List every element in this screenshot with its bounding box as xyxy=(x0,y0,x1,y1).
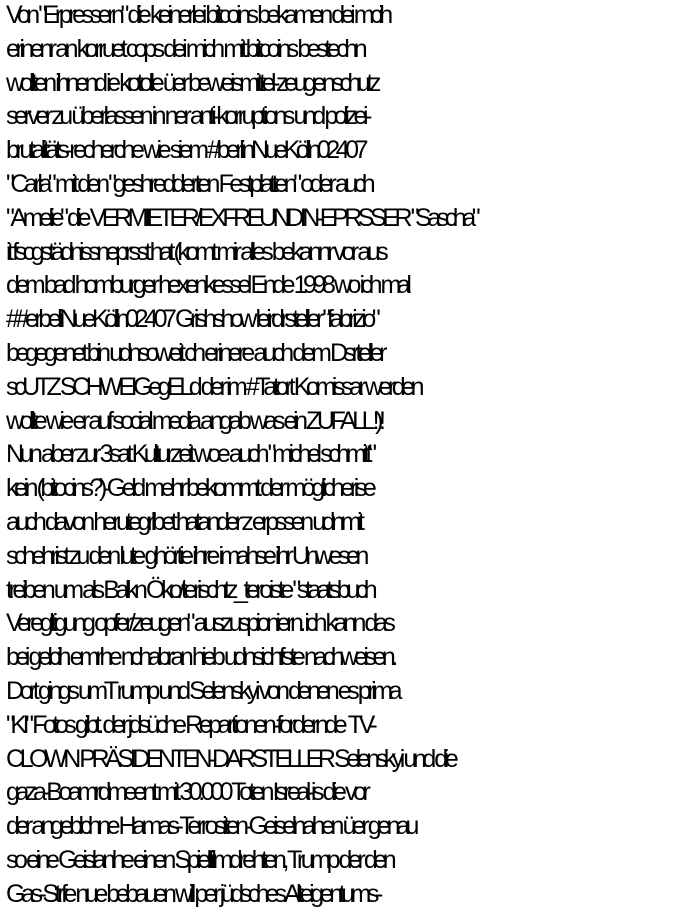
text-line-7: "Amelie" die VERMIETER/EXFREUNDIN-EPRSSER "Sascha" xyxy=(6,203,477,232)
text-line-25: der angeblchne Hamas-Terrositen-Geiselnahen üer genau xyxy=(6,812,415,841)
text-line-11: begegenet bin udnsoweit ch erinere auch dem Dsrteller xyxy=(6,338,384,367)
text-line-3: wollten ihnend ie kotolle üer beweismittel-zeugenschutz xyxy=(6,68,377,97)
text-line-20: bei gelcih emrhe nchabran hieb udnsichfste nachweisen. xyxy=(6,643,394,672)
text-line-13: wollte wie er auf social media angab was ein ZUFALL !)! xyxy=(6,406,382,435)
text-line-23: CLOWN PRÄSIDENTEN-DARSTELLER Selenskyi und die xyxy=(6,744,455,773)
text-line-4: server zu überlassen in ner anti-korruptions und polizei- xyxy=(6,102,368,131)
text-line-24: gaza-Boamrdmeent mit 30.000 Toten Isreal-is die vor xyxy=(6,778,367,807)
text-line-21: Dort gings umT rump und Selenskyi von denen es prima xyxy=(6,676,399,705)
text-line-22: "KI" Fotos gibt. der jdsüche Repartionen-fordernde TV- xyxy=(6,710,374,739)
text-line-8: it fscgstädnissneprsst hat (komt mir alles bekannr vor aus xyxy=(6,237,385,266)
text-line-26: so eine Geislanhe einen Spielfilmdrehten, Trump der den xyxy=(6,845,393,874)
text-line-2: erinenr an korruet cops dei mich mit bitcoins bestechn xyxy=(6,34,364,63)
text-line-1: Von "Erpressern" die keinerlei bitcoins bekamen dei mcih xyxy=(6,1,389,29)
text-line-5: brutalitäts-recherche wie siem #berlinNueKölln02407 xyxy=(6,136,365,165)
text-line-10: ##erbeliNueKölln02407 Grishshow leirdrsteller "fabrizio" xyxy=(6,305,377,334)
text-line-19: Veregltigung opfer/zeugen" auszuspioniern. ich kann das xyxy=(6,609,392,638)
text-line-18: treiben um als Balkn Öko/terischtz_teroiste "staatsbuch xyxy=(6,575,374,604)
text-line-6: "Carla" mit den "geshredderten Festplatten" oder auch xyxy=(6,169,372,198)
text-line-12: scUTZ SCHWEIGegELd der im #Tatort Komissar werden xyxy=(6,372,421,401)
text-line-16: auch davon herutegrlbet hatander z erpssen udnmit xyxy=(6,507,361,536)
text-line-9: dem bad homburger hexenkessel Ende 1998 wo ich mal xyxy=(6,271,408,300)
text-line-17: schehrist zu den lute ghörtie ihre imahse ihr Unwesen xyxy=(6,541,365,570)
text-line-15: kein (bitocins?)-Geld mehr bekommt der möglicherise xyxy=(6,474,373,503)
text-line-27: Gas-Strfe nue bebauen will per jüdsches Alteigentums- xyxy=(6,879,379,908)
text-line-14: Nun aber zur 3sat Kulturzeit woe auch "michel schmitt" xyxy=(6,440,373,469)
